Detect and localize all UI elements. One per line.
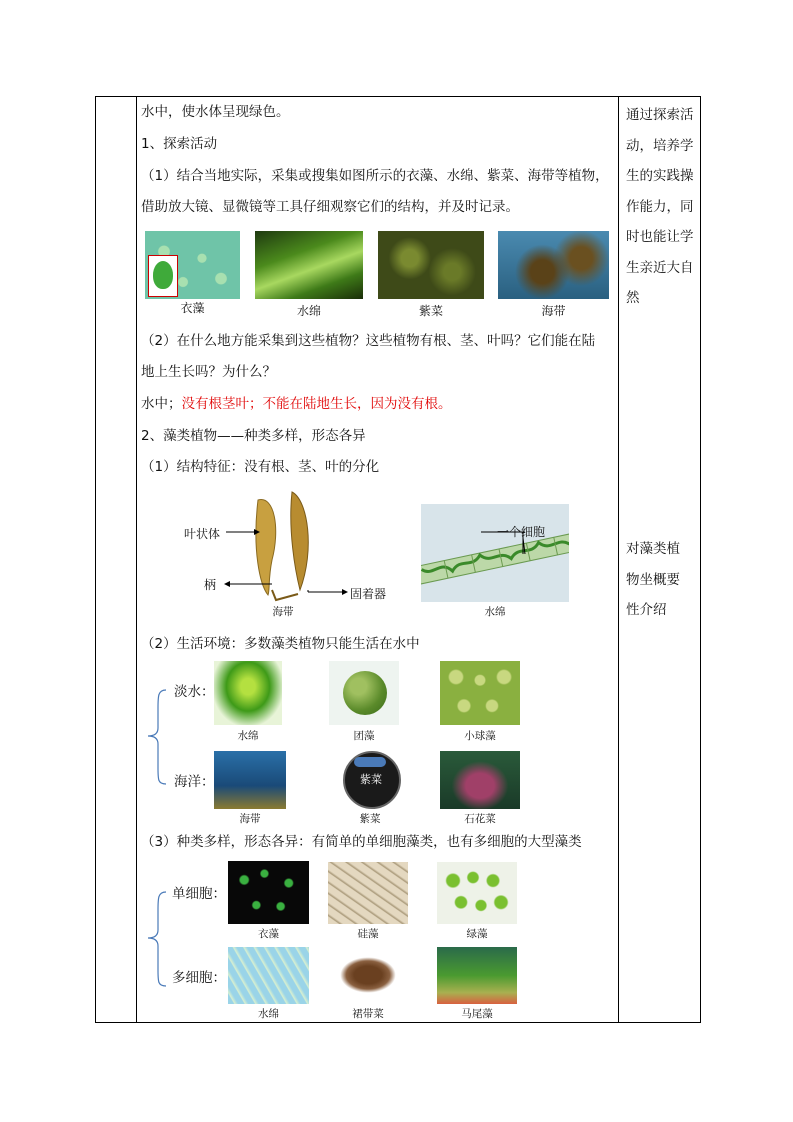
caption-multi-1: 水绵 bbox=[258, 1008, 279, 1020]
gelidium-photo bbox=[440, 751, 520, 809]
caption-ocean-2: 紫菜 bbox=[359, 813, 381, 825]
side-note-line: 时也能让学 bbox=[626, 229, 694, 245]
heading-algae: 2、藻类植物——种类多样，形态各异 bbox=[141, 428, 366, 444]
habitat-brace bbox=[146, 688, 170, 788]
caption-ocean-1: 海带 bbox=[239, 813, 261, 825]
label-cell: 一个细胞 bbox=[497, 525, 546, 539]
chlamydomonas-photo bbox=[145, 231, 240, 299]
ocean-label: 海洋： bbox=[174, 774, 215, 790]
caption-nori: 紫菜 bbox=[418, 304, 443, 318]
side-note-line: 然 bbox=[626, 290, 640, 306]
activity-paragraph-2: 借助放大镜、显微镜等工具仔细观察它们的结构，并及时记录。 bbox=[141, 199, 519, 215]
arrowhead-holdfast bbox=[342, 589, 348, 595]
caption-uni-2: 硅藻 bbox=[357, 928, 379, 940]
caption-chlamydomonas: 衣藻 bbox=[180, 301, 205, 315]
caption-fw-2: 团藻 bbox=[353, 730, 375, 742]
spirogyra-micrograph bbox=[421, 504, 569, 602]
caption-uni-1: 衣藻 bbox=[258, 928, 279, 940]
caption-kelp: 海带 bbox=[541, 304, 566, 318]
multicell-label: 多细胞： bbox=[172, 970, 226, 986]
wakame-photo bbox=[328, 947, 408, 1004]
habitat-line: （2）生活环境：多数藻类植物只能生活在水中 bbox=[141, 636, 420, 652]
caption-spirogyra: 水绵 bbox=[296, 304, 321, 318]
intro-line: 水中，使水体呈现绿色。 bbox=[141, 104, 290, 120]
caption-spirogyra-micrograph: 水绵 bbox=[484, 606, 506, 618]
kelp-blade-2 bbox=[291, 492, 308, 590]
caption-multi-2: 裙带菜 bbox=[352, 1008, 384, 1020]
side-note-line: 物坐概要 bbox=[626, 571, 680, 588]
freshwater-spirogyra-photo bbox=[214, 661, 282, 725]
spirogyra-photo bbox=[255, 231, 363, 299]
side-note-explore bbox=[626, 100, 698, 314]
sargassum-photo bbox=[437, 947, 517, 1004]
side-note-line: 性介绍 bbox=[626, 602, 667, 618]
side-note-line: 生亲近大自 bbox=[626, 259, 694, 276]
caption-uni-3: 绿藻 bbox=[466, 928, 488, 940]
ocean-kelp-photo bbox=[214, 751, 286, 809]
caption-fw-3: 小球藻 bbox=[464, 730, 496, 742]
side-note-overview bbox=[626, 534, 698, 626]
variety-line: （3）种类多样，形态各异：有简单的单细胞藻类，也有多细胞的大型藻类 bbox=[141, 834, 582, 850]
green-algae-photo bbox=[437, 862, 517, 924]
side-note-line: 生的实践操 bbox=[626, 168, 694, 184]
label-holdfast: 固着器 bbox=[350, 587, 387, 601]
arrowhead-stalk bbox=[224, 581, 230, 587]
answer-line bbox=[141, 394, 452, 414]
column-divider-2 bbox=[618, 97, 619, 1022]
activity-paragraph-1: （1）结合当地实际，采集或搜集如图所示的衣藻、水绵、紫菜、海带等植物， bbox=[141, 168, 609, 184]
nori-photo bbox=[378, 231, 484, 299]
unicell-label: 单细胞： bbox=[172, 886, 226, 902]
kelp-stalk bbox=[272, 590, 298, 600]
answer-prefix: 水中； bbox=[141, 396, 182, 412]
answer-red: 没有根茎叶；不能在陆地生长，因为没有根。 bbox=[181, 396, 452, 412]
chlorella-photo bbox=[440, 661, 520, 725]
side-note-line: 对藻类植 bbox=[626, 541, 680, 557]
variety-brace bbox=[146, 890, 170, 990]
caption-kelp-diagram: 海带 bbox=[272, 606, 294, 618]
nori-package-text: 紫菜 bbox=[360, 773, 382, 786]
side-note-line: 作能力，同 bbox=[626, 198, 694, 215]
caption-fw-1: 水绵 bbox=[237, 730, 259, 742]
kelp-photo bbox=[498, 231, 609, 299]
multicell-spirogyra-photo bbox=[228, 947, 309, 1004]
side-note-line: 动，培养学 bbox=[626, 137, 694, 154]
heading-explore: 1、探索活动 bbox=[141, 136, 218, 152]
ocean-nori-photo bbox=[336, 751, 404, 809]
freshwater-label: 淡水： bbox=[174, 684, 215, 700]
structure-feature: （1）结构特征：没有根、茎、叶的分化 bbox=[141, 459, 380, 475]
column-divider-1 bbox=[136, 97, 137, 1022]
diatom-photo bbox=[328, 862, 408, 924]
question-line-1: （2）在什么地方能采集到这些植物？这些植物有根、茎、叶吗？它们能在陆 bbox=[141, 333, 596, 349]
volvox-photo bbox=[329, 661, 399, 725]
question-line-2: 地上生长吗？为什么？ bbox=[141, 364, 276, 380]
side-note-line: 通过探索活 bbox=[626, 107, 694, 123]
label-blade: 叶状体 bbox=[184, 527, 221, 541]
unicell-chlamydomonas-photo bbox=[228, 861, 309, 924]
label-stalk: 柄 bbox=[204, 578, 217, 592]
kelp-blade-1 bbox=[256, 500, 276, 595]
caption-ocean-3: 石花菜 bbox=[464, 813, 496, 825]
caption-multi-3: 马尾藻 bbox=[461, 1008, 493, 1020]
